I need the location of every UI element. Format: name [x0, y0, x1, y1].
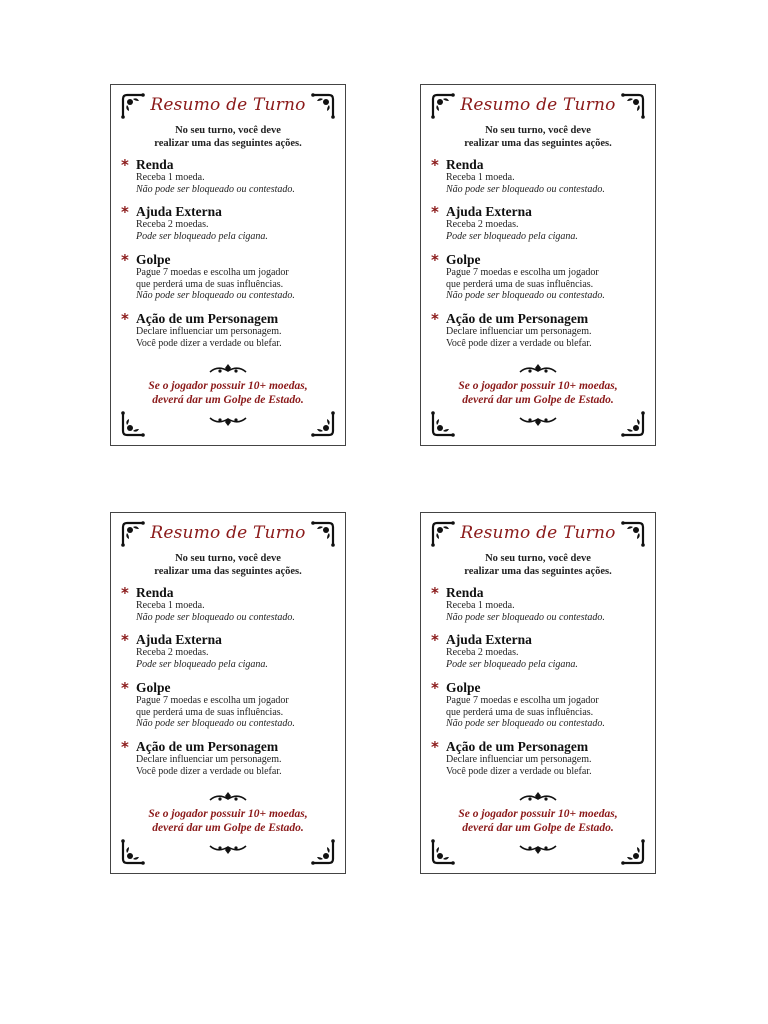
corner-flourish-icon: [309, 839, 337, 867]
action-personagem: [121, 311, 337, 349]
action-detail: Receba 1 moeda.: [446, 600, 515, 611]
action-name: Renda: [446, 585, 484, 600]
action-restriction: Pode ser bloqueado pela cigana.: [446, 230, 578, 242]
divider-flourish-icon: [208, 415, 248, 427]
action-restriction: Pode ser bloqueado pela cigana.: [136, 230, 268, 242]
action-restriction: Não pode ser bloqueado ou contestado.: [136, 290, 295, 301]
intro-line: realizar uma das seguintes ações.: [154, 137, 302, 149]
action-detail: Declare influenciar um personagem.: [136, 754, 282, 765]
action-detail: Pague 7 moedas e escolha um jogador: [136, 267, 289, 278]
action-restriction: Pode ser bloqueado pela cigana.: [136, 658, 268, 670]
warning-line: Se o jogador possuir 10+ moedas,: [148, 808, 308, 820]
action-name: Golpe: [136, 252, 171, 267]
action-golpe: [121, 252, 337, 302]
asterisk-icon: *: [431, 155, 439, 174]
coup-warning: [421, 807, 655, 835]
action-restriction: Não pode ser bloqueado ou contestado.: [136, 183, 295, 195]
action-detail: Receba 2 moedas.: [446, 647, 519, 658]
divider-flourish-icon: [518, 363, 558, 375]
intro-line: No seu turno, você deve: [485, 553, 591, 564]
asterisk-icon: *: [121, 737, 129, 756]
asterisk-icon: *: [121, 583, 129, 602]
turn-summary-card: [420, 84, 656, 446]
asterisk-icon: *: [431, 250, 439, 269]
action-golpe: [431, 252, 647, 302]
action-name: Ajuda Externa: [446, 204, 532, 219]
divider-flourish-icon: [518, 843, 558, 855]
coup-warning: [111, 379, 345, 407]
action-detail: que perderá uma de suas influências.: [446, 706, 594, 718]
action-name: Ação de um Personagem: [446, 311, 589, 326]
action-name: Golpe: [446, 252, 481, 267]
asterisk-icon: *: [121, 202, 129, 221]
asterisk-icon: *: [431, 202, 439, 221]
action-detail: Você pode dizer a verdade ou blefar.: [446, 337, 592, 349]
action-name: Golpe: [446, 680, 481, 695]
action-detail: Declare influenciar um personagem.: [446, 326, 592, 337]
card-intro: [421, 125, 655, 150]
intro-line: realizar uma das seguintes ações.: [154, 565, 302, 577]
action-detail: Declare influenciar um personagem.: [136, 326, 282, 337]
divider-flourish-icon: [208, 363, 248, 375]
action-name: Ação de um Personagem: [136, 739, 279, 754]
action-personagem: [431, 739, 647, 777]
asterisk-icon: *: [121, 155, 129, 174]
action-detail: que perderá uma de suas influências.: [446, 278, 594, 290]
action-personagem: [431, 311, 647, 349]
action-restriction: Pode ser bloqueado pela cigana.: [446, 658, 578, 670]
asterisk-icon: *: [431, 583, 439, 602]
card-intro: [111, 125, 345, 150]
action-renda: [121, 157, 337, 195]
card-title: Resumo de Turno: [460, 95, 616, 115]
action-name: Ajuda Externa: [446, 632, 532, 647]
action-personagem: [121, 739, 337, 777]
action-detail: Receba 2 moedas.: [136, 219, 209, 230]
action-ajuda-externa: [431, 204, 647, 242]
action-name: Renda: [136, 585, 174, 600]
intro-line: realizar uma das seguintes ações.: [464, 137, 612, 149]
action-name: Renda: [446, 157, 484, 172]
card-intro: [111, 553, 345, 578]
action-detail: Você pode dizer a verdade ou blefar.: [446, 765, 592, 777]
action-name: Ação de um Personagem: [136, 311, 279, 326]
turn-summary-card: [110, 84, 346, 446]
action-golpe: [431, 680, 647, 730]
warning-line: Se o jogador possuir 10+ moedas,: [148, 380, 308, 392]
warning-line: deverá dar um Golpe de Estado.: [462, 394, 614, 406]
action-name: Ajuda Externa: [136, 204, 222, 219]
asterisk-icon: *: [121, 630, 129, 649]
action-detail: Receba 1 moeda.: [446, 172, 515, 183]
asterisk-icon: *: [121, 309, 129, 328]
action-golpe: [121, 680, 337, 730]
corner-flourish-icon: [119, 411, 147, 439]
intro-line: realizar uma das seguintes ações.: [464, 565, 612, 577]
turn-summary-card: [110, 512, 346, 874]
action-restriction: Não pode ser bloqueado ou contestado.: [136, 718, 295, 729]
asterisk-icon: *: [431, 737, 439, 756]
card-title: Resumo de Turno: [460, 523, 616, 543]
action-name: Golpe: [136, 680, 171, 695]
action-name: Ação de um Personagem: [446, 739, 589, 754]
action-ajuda-externa: [431, 632, 647, 670]
asterisk-icon: *: [431, 630, 439, 649]
action-ajuda-externa: [121, 632, 337, 670]
warning-line: deverá dar um Golpe de Estado.: [152, 822, 304, 834]
divider-flourish-icon: [518, 415, 558, 427]
action-detail: Receba 1 moeda.: [136, 172, 205, 183]
action-restriction: Não pode ser bloqueado ou contestado.: [446, 290, 605, 301]
coup-warning: [111, 807, 345, 835]
action-renda: [431, 157, 647, 195]
intro-line: No seu turno, você deve: [175, 125, 281, 136]
warning-line: deverá dar um Golpe de Estado.: [152, 394, 304, 406]
warning-line: Se o jogador possuir 10+ moedas,: [458, 380, 618, 392]
action-name: Ajuda Externa: [136, 632, 222, 647]
action-detail: Pague 7 moedas e escolha um jogador: [446, 695, 599, 706]
card-intro: [421, 553, 655, 578]
action-renda: [431, 585, 647, 623]
action-restriction: Não pode ser bloqueado ou contestado.: [446, 611, 605, 623]
corner-flourish-icon: [619, 839, 647, 867]
corner-flourish-icon: [429, 839, 457, 867]
action-detail: Você pode dizer a verdade ou blefar.: [136, 765, 282, 777]
action-detail: que perderá uma de suas influências.: [136, 278, 284, 290]
asterisk-icon: *: [121, 250, 129, 269]
turn-summary-card: [420, 512, 656, 874]
action-detail: Você pode dizer a verdade ou blefar.: [136, 337, 282, 349]
corner-flourish-icon: [119, 839, 147, 867]
action-detail: Pague 7 moedas e escolha um jogador: [136, 695, 289, 706]
card-title: Resumo de Turno: [150, 523, 306, 543]
action-detail: que perderá uma de suas influências.: [136, 706, 284, 718]
corner-flourish-icon: [309, 411, 337, 439]
intro-line: No seu turno, você deve: [485, 125, 591, 136]
card-title: Resumo de Turno: [150, 95, 306, 115]
action-detail: Receba 1 moeda.: [136, 600, 205, 611]
action-restriction: Não pode ser bloqueado ou contestado.: [136, 611, 295, 623]
coup-warning: [421, 379, 655, 407]
action-detail: Pague 7 moedas e escolha um jogador: [446, 267, 599, 278]
action-renda: [121, 585, 337, 623]
divider-flourish-icon: [208, 791, 248, 803]
warning-line: Se o jogador possuir 10+ moedas,: [458, 808, 618, 820]
action-ajuda-externa: [121, 204, 337, 242]
asterisk-icon: *: [121, 678, 129, 697]
asterisk-icon: *: [431, 678, 439, 697]
divider-flourish-icon: [518, 791, 558, 803]
action-name: Renda: [136, 157, 174, 172]
divider-flourish-icon: [208, 843, 248, 855]
warning-line: deverá dar um Golpe de Estado.: [462, 822, 614, 834]
action-detail: Receba 2 moedas.: [446, 219, 519, 230]
asterisk-icon: *: [431, 309, 439, 328]
action-detail: Receba 2 moedas.: [136, 647, 209, 658]
action-detail: Declare influenciar um personagem.: [446, 754, 592, 765]
corner-flourish-icon: [429, 411, 457, 439]
action-restriction: Não pode ser bloqueado ou contestado.: [446, 718, 605, 729]
intro-line: No seu turno, você deve: [175, 553, 281, 564]
action-restriction: Não pode ser bloqueado ou contestado.: [446, 183, 605, 195]
corner-flourish-icon: [619, 411, 647, 439]
